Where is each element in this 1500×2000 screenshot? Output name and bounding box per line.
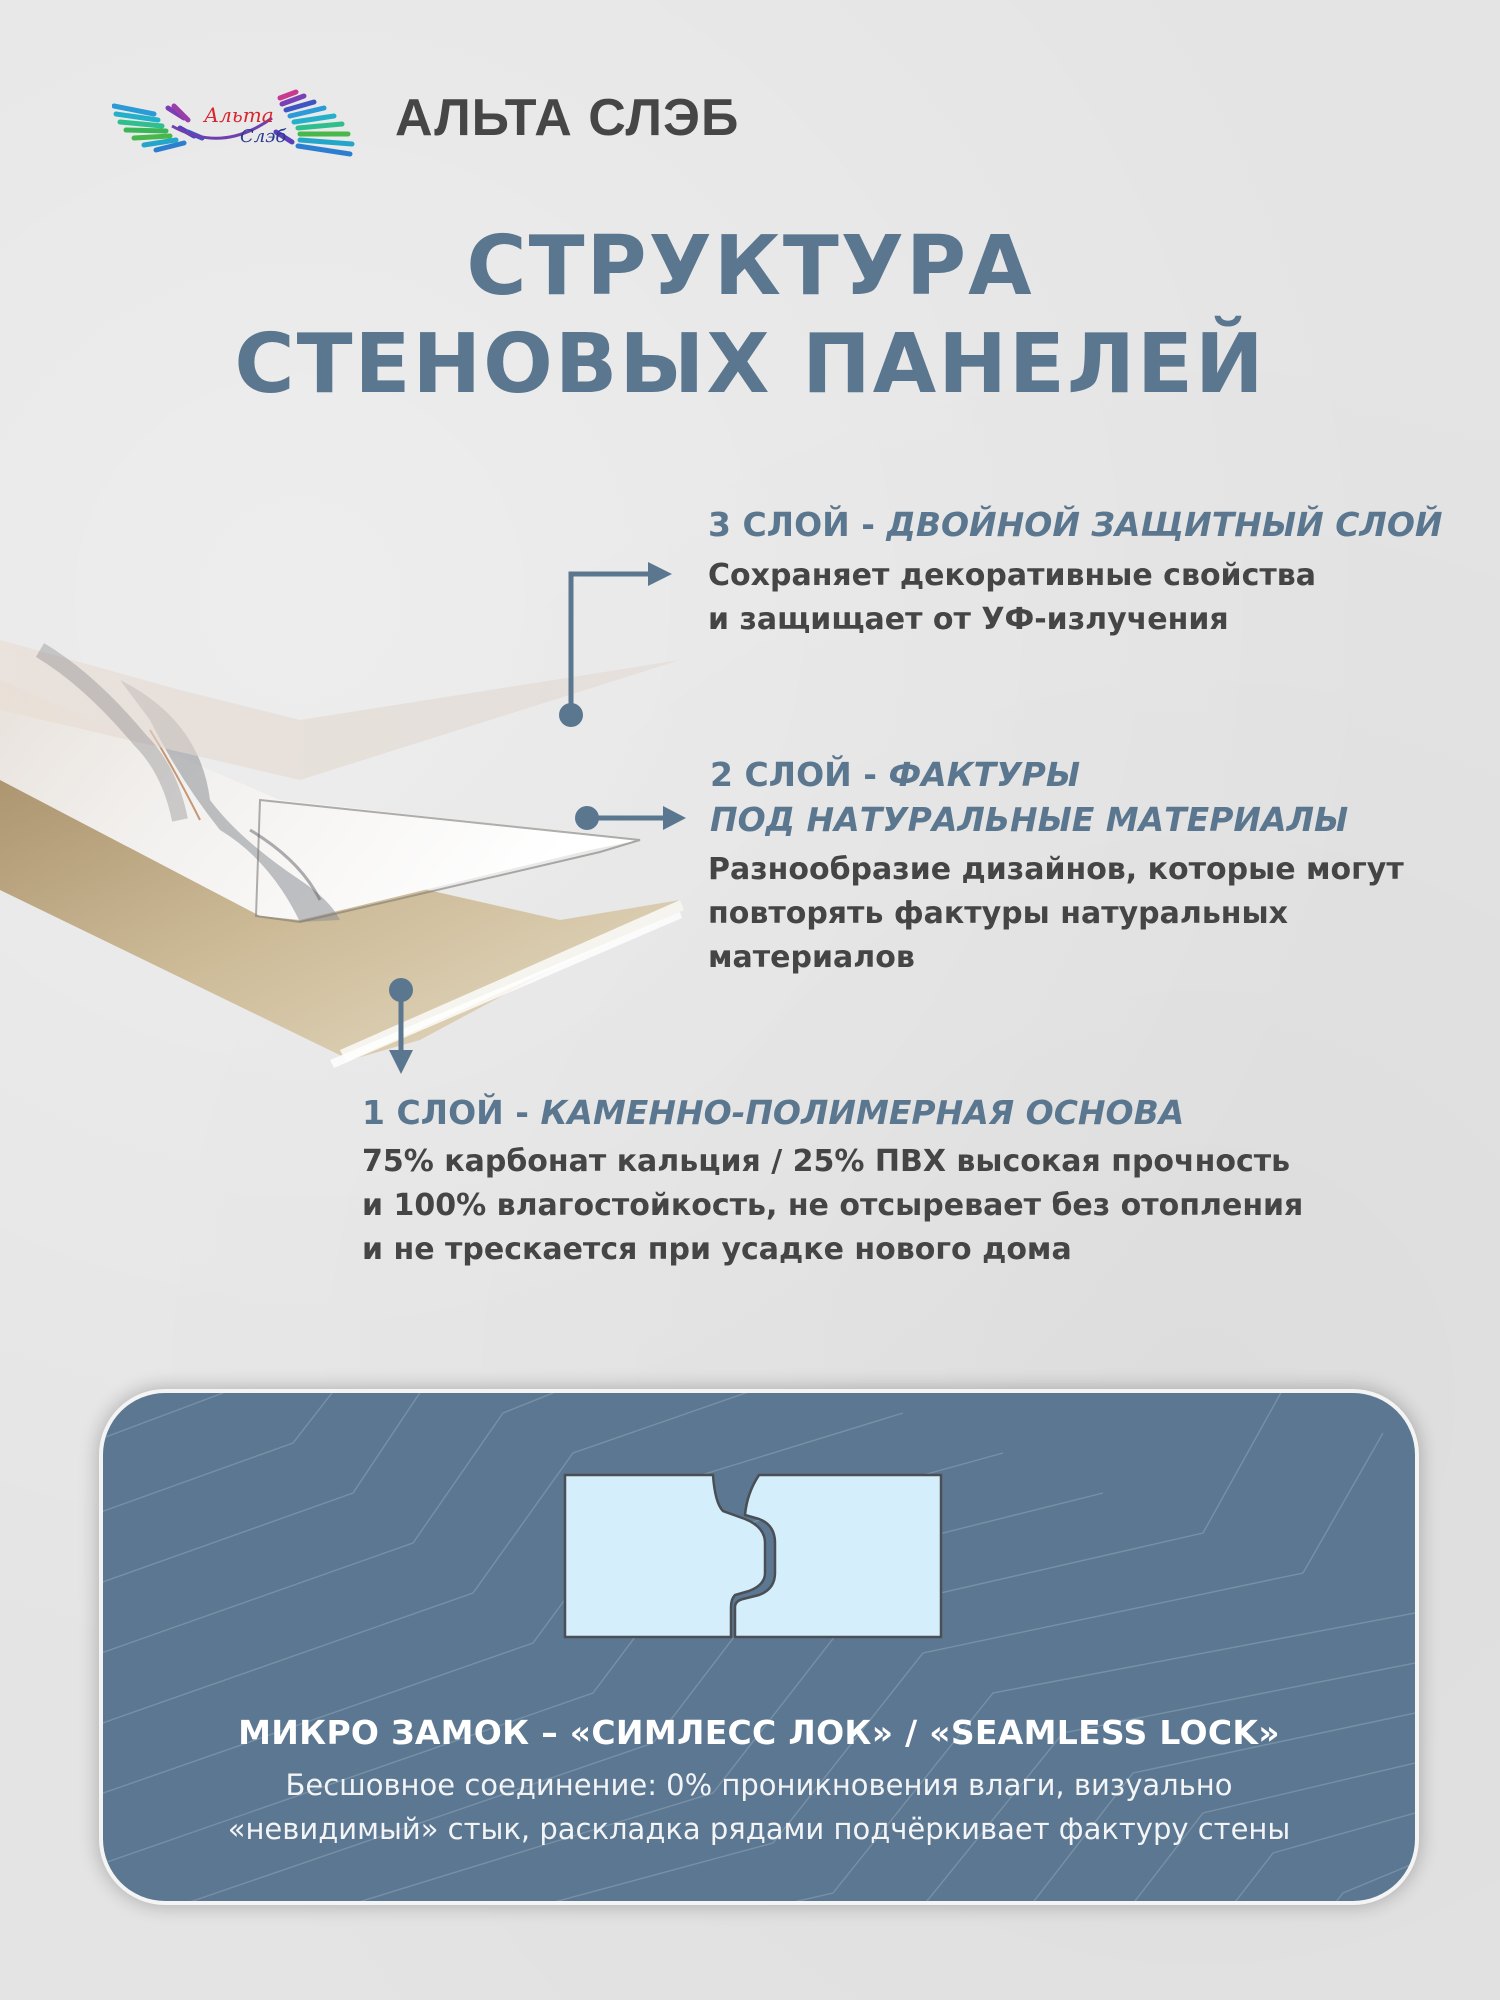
lock-card-description-line: «невидимый» стык, раскладка рядами подчёркивает фактуру стены xyxy=(227,1812,1291,1846)
layer3-name: ДВОЙНОЙ ЗАЩИТНЫЙ СЛОЙ xyxy=(886,505,1443,544)
layer2-number: 2 СЛОЙ - xyxy=(710,755,889,794)
layer1-description-line: 75% карбонат кальция / 25% ПВХ высокая прочность xyxy=(362,1144,1291,1179)
page-title xyxy=(0,218,1500,414)
brand-name: АЛЬТА СЛЭБ xyxy=(395,89,740,147)
layer2-name: ФАКТУРЫ xyxy=(888,755,1081,794)
layer2-heading xyxy=(710,752,1080,797)
layer2-description-line: повторять фактуры натуральных xyxy=(708,896,1289,931)
lock-card-description xyxy=(103,1763,1415,1851)
layer1-name: КАМЕННО-ПОЛИМЕРНАЯ ОСНОВА xyxy=(540,1093,1185,1132)
logo-text-line1: Альта xyxy=(204,103,274,127)
layer2-description-line: Разнообразие дизайнов, которые могут xyxy=(708,852,1404,887)
brand-logo xyxy=(112,88,358,158)
logo-text-line2: Слэб xyxy=(240,126,287,147)
lock-joint-diagram xyxy=(563,1473,943,1639)
page-title-line2: СТЕНОВЫХ ПАНЕЛЕЙ xyxy=(234,317,1266,412)
seamless-lock-card xyxy=(103,1393,1415,1901)
layer2-description xyxy=(708,848,1404,980)
layer1-description-line: и 100% влагостойкость, не отсыревает без отопления xyxy=(362,1188,1304,1223)
layer3-description xyxy=(708,554,1316,642)
panel-layers-illustration xyxy=(0,560,720,1080)
layer3-description-line: и защищает от УФ-излучения xyxy=(708,602,1229,637)
layer1-heading xyxy=(362,1090,1184,1135)
layer2-name-line2: ПОД НАТУРАЛЬНЫЕ МАТЕРИАЛЫ xyxy=(710,800,1349,839)
lock-card-description-line: Бесшовное соединение: 0% проникновения влаги, визуально xyxy=(285,1768,1233,1802)
layer1-description-line: и не трескается при усадке нового дома xyxy=(362,1232,1072,1267)
layer1-number: 1 СЛОЙ - xyxy=(362,1093,541,1132)
layer2-heading-line2 xyxy=(710,797,1348,842)
layer3-description-line: Сохраняет декоративные свойства xyxy=(708,558,1316,593)
layer3-number: 3 СЛОЙ - xyxy=(708,505,887,544)
lock-card-title: МИКРО ЗАМОК – «СИМЛЕСС ЛОК» / «SEAMLESS LOCK» xyxy=(238,1713,1280,1752)
layer2-description-line: материалов xyxy=(708,940,915,975)
layer1-description xyxy=(362,1140,1303,1272)
page-title-line1: СТРУКТУРА xyxy=(466,219,1034,314)
layer3-heading xyxy=(708,502,1443,547)
